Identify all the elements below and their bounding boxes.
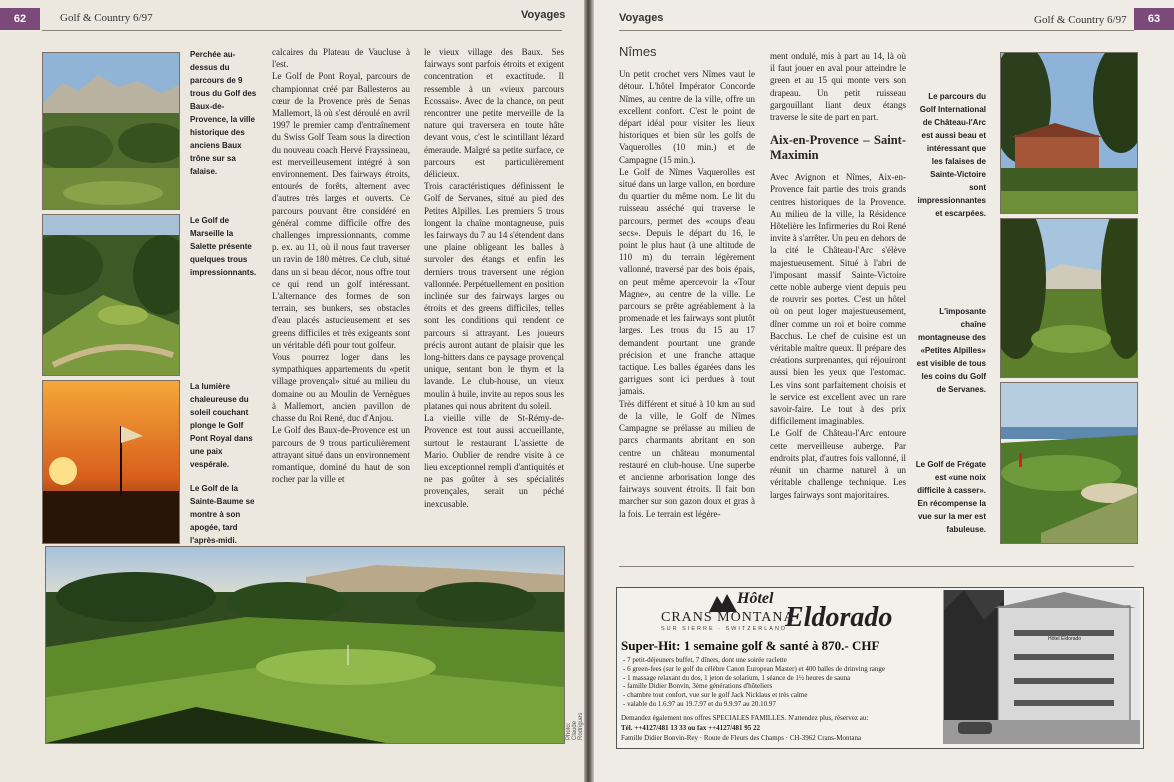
photo-servanes	[1000, 218, 1138, 378]
section-title: Voyages	[619, 12, 664, 24]
ad-phone-line: Tél. ++4127/481 13 33 ou fax ++4127/481 95 22	[621, 724, 761, 732]
photo-marseille-la-salette	[42, 214, 180, 376]
heading-nimes: Nîmes	[619, 44, 657, 59]
list-item: - valable du 1.6.97 au 19.7.97 et du 9.9.97 au 20.10.97	[623, 700, 943, 709]
list-item: - chambre tout confort, vue sur le golf Jack Nicklaus et très calme	[623, 691, 943, 700]
magazine-title: Golf & Country 6/97	[60, 12, 153, 24]
hotel-eldorado-ad	[616, 587, 1144, 749]
page-number: 63	[1134, 8, 1174, 30]
left-page	[0, 0, 584, 782]
paragraph: Vous pourrez loger dans les sympathiques appartements du «petit village provençal» situé au milieu du domaine ou au Moulin de Vernègues à Mallemort, ancien pavillon de chasse du Roi René, duc d'Anjou.	[272, 352, 410, 424]
page-number: 62	[0, 8, 40, 30]
paragraph: Un petit crochet vers Nîmes vaut le détour. L'hôtel Impérator Concorde Nîmes, au centre de la ville, offre un excellent confort. C'est le point de départ idéal pour visiter les lieux historiques et bien sûr les golfs de Vaquerolles (10 min.) et de Campagne (15 min.).	[619, 69, 755, 165]
paragraph: Avec Avignon et Nîmes, Aix-en-Provence fait partie des trois grands centres historiques de la Provence. Au milieu de la ville, la Résidence Hôtelière les Infirmeries du Roi René invite à s'arrêter. Un peu en dehors de la cité le Château-l'Arc s'élève majestueusement. Situé à l'abri de l'imposant massif Sainte-Victoire cette noble auberge vient depuis peu de rouvrir ses portes. C'est un hôtel où on peut loger majestueusement, dîner comme un roi et boire comme Bacchus. Le chef de cuisine est un véritable maître queux. Il prépare des créations surprenantes, qui réjouiront aussi bien les yeux que l'estomac. Les vins sont parfaitement choisis et le service est excellent avec un rare savoir-faire. Le tout à des prix difficilement imaginables.	[770, 172, 906, 427]
caption-baux: Perchée au-dessus du parcours de 9 trous du Golf des Baux-de-Provence, la ville historique des anciens Baux trône sur sa falaise.	[190, 50, 257, 176]
header-rule	[619, 30, 1134, 31]
caption-marseille: Le Golf de Marseille la Salette présente quelques trous impressionnants.	[190, 216, 257, 277]
ad-hotel-name: Eldorado	[785, 602, 893, 633]
ad-headline: Super-Hit: 1 semaine golf & santé à 870.- CHF	[621, 638, 880, 653]
paragraph: calcaires du Plateau de Vaucluse à l'est.	[272, 47, 410, 70]
list-item: - 6 green-fees (sur le golf du célèbre Canon European Master) et 400 balles de drinving range	[623, 665, 943, 674]
ad-address-line: Famille Didier Bonvin-Rey · Route de Fleurs des Champs · CH-3962 Crans-Montana	[621, 734, 862, 742]
ad-town-sub: SUR SIERRE · SWITZERLAND	[661, 626, 787, 632]
ad-town: CRANS MONTANA	[661, 610, 795, 625]
paragraph: Le Golf de Pont Royal, parcours de championnat créé par Ballesteros au cœur de la Provence près de Senas Mallemort, là où s'est déroulé en avril 1997 le premier camp d'entraînement du Swiss Golf Team sous la direction du nouveau coach Hervé Frayssineau, est merveilleusement intégré à son environnement. Des fairways étroits, entourés de forêts, alternent avec d'autres très larges et ouverts. Ce parcours pouvant être considéré en général comme difficile offre des challenges impressionnants, comme p. ex. au 11, où il nous faut traverser un ravin de 180 mètres. Ce club, situé dans un si beau décor, nous offre tout ce qui rend un golf intéressant. L'alternance des formes de son terrain, ses bunkers, ses obstacles d'eau placés astucieusement et ses greens difficiles et très exigeants sont un véritable défi pour tout golfeur.	[272, 71, 410, 350]
article-column-nimes	[619, 46, 755, 520]
photo-chateau-l-arc	[1000, 52, 1138, 214]
magazine-title: Golf & Country 6/97	[1034, 14, 1127, 26]
list-item: - 1 massage relaxant du dos, 1 jeton de solarium, 1 séance de 1½ heures de sauna	[623, 674, 943, 683]
ad-offer-list	[623, 656, 943, 709]
ad-hotel-word: Hôtel	[737, 590, 774, 607]
photo-fregate	[1000, 382, 1138, 544]
photo-baux-de-provence	[42, 52, 180, 210]
photo-pont-royal-sunset	[42, 380, 180, 544]
ad-offer-line: Demandez également nos offres SPECIALES FAMILLES. N'attendez plus, réservez au:	[621, 714, 869, 722]
caption-sainte-baume: Le Golf de la Sainte-Baume se montre à son apogée, tard l'après-midi.	[190, 484, 255, 545]
caption-fregate: Le Golf de Frégate est «une noix difficile à casser». En récompense la vue sur la mer est fabuleuse.	[915, 460, 986, 534]
ad-hotel-photo	[943, 590, 1140, 744]
list-item: - 7 petit-déjeuners buffet, 7 dîners, dont une soirée raclette	[623, 656, 943, 665]
caption-pont-royal: La lumière chaleureuse du soleil couchant plonge le Golf Pont Royal dans une paix vespérale.	[190, 382, 253, 469]
paragraph: ment ondulé, mis à part au 14, là où il faut jouer en aval pour atteindre le green et au 15 qui monte vers son drapeau. Un petit ruisseau gargouillant liant deux étangs traverse le site de part en part.	[770, 51, 906, 123]
article-column-2	[424, 46, 564, 510]
paragraph: Le Golf des Baux-de-Provence est un parcours de 9 trous particulièrement attrayant situé dans un environnement romantique, dominé du haut de son rocher par la ville et	[272, 425, 410, 485]
caption-chateau-l-arc: Le parcours du Golf International de Château-l'Arc est aussi beau et intéressant que les falaises de Sainte-Victoire sont impressionnantes et escarpées.	[917, 92, 986, 218]
spine-gutter	[584, 0, 594, 782]
list-item: - famille Didier Bonvin, 3ème générations d'hôteliers	[623, 682, 943, 691]
paragraph: Trois caractéristiques définissent le Golf de Servanes, situé au pied des Petites Alpilles. Les premiers 5 trous longent la chaîne montagneuse, puis les fairways du 7 au 14 s'étendent dans une plaine obligeant les balles à survoler des étangs et enfin les derniers trous traversent une région vallonnée. Perpétuellement en position inclinée sur des fairways larges ou étroits et des greens difficiles, telles sont les conditions qui rendent ce parcours si attrayant. Les joueurs précis auront autant de plaisir que les long-hitters dans ce paysage provençal unique, sentant bon le thym et la lavande. Le club-house, un vieux moulin à huile, invite au repos sous les platanes qui nous abritent du soleil.	[424, 181, 564, 411]
photo-credit: Photo: Claude Rodrigues	[566, 712, 584, 740]
ad-hotel-sign: Hôtel Eldorado	[1048, 636, 1082, 642]
paragraph: La vieille ville de St-Rémy-de-Provence est tout aussi accueillante, surtout le restaurant L'assiette de Mario. Oublier de rendre visite à ce lieu exceptionnel rempli d'antiquités et ne pas goûter à ses spécialités provençales, serait un péché inexcusable.	[424, 413, 564, 509]
article-column-1	[272, 46, 410, 485]
section-title: Voyages	[521, 9, 566, 21]
paragraph: Très différent et situé à 10 km au sud de la ville, le Golf de Nîmes Campagne se prélasse au milieu de parcs charmants abritant en son centre un château monumental restauré en club-house. Une superbe et ancienne arborisation longe des fairways souvent étroits. Il fait bon marcher sur son gazon doux et gras à la fois. Le terrain est légère-	[619, 398, 755, 519]
caption-servanes: L'imposante chaîne montagneuse des «Petites Alpilles» est visible de tous les coins du Golf de Servanes.	[916, 307, 986, 394]
photo-sainte-baume-course	[45, 546, 565, 744]
paragraph: Le Golf de Nîmes Vaquerolles est situé dans un large vallon, en bordure du quartier du même nom. Le lit du ruisseau asséché qui traverse le parcours, permet des «coups d'eau secs». Depuis le départ du 16, le point le plus haut (à une altitude de 110 m) du terrain légèrement vallonné, traversé par des bois épais, on peut même apercevoir la «Tour Magne», au centre de la ville. Le parcours se prête agréablement à la promenade et les fairways sont plutôt larges. Les trous du 15 au 17 demandent pourtant une grande précision et une franche attaque tactique. Les balles égarées dans les garrigues sont ici perdues à tout jamais.	[619, 166, 755, 397]
ad-rule	[619, 566, 1134, 567]
paragraph: Le Golf de Château-l'Arc entoure cette merveilleuse auberge. Par endroits plat, d'autres fois vallonné, il réunit un charme naturel à un véritable challenge technique. Les larges fairways sont majoritaires.	[770, 428, 906, 500]
paragraph: le vieux village des Baux. Ses fairways sont parfois étroits et exigent concentration et exactitude. Il ressemble à un «vieux parcours Ecossais». Avec de la chance, on peut rencontrer une petite merveille de la nature qui traversera en toute hâte devant vous, c'est le scintillant lézard émeraude. Malgré sa petite surface, ce parcours est particulièrement délicieux.	[424, 47, 564, 180]
heading-aix: Aix-en-Provence – Saint-Maximin	[770, 133, 906, 163]
article-column-aix	[770, 50, 906, 501]
header-rule	[42, 30, 562, 31]
